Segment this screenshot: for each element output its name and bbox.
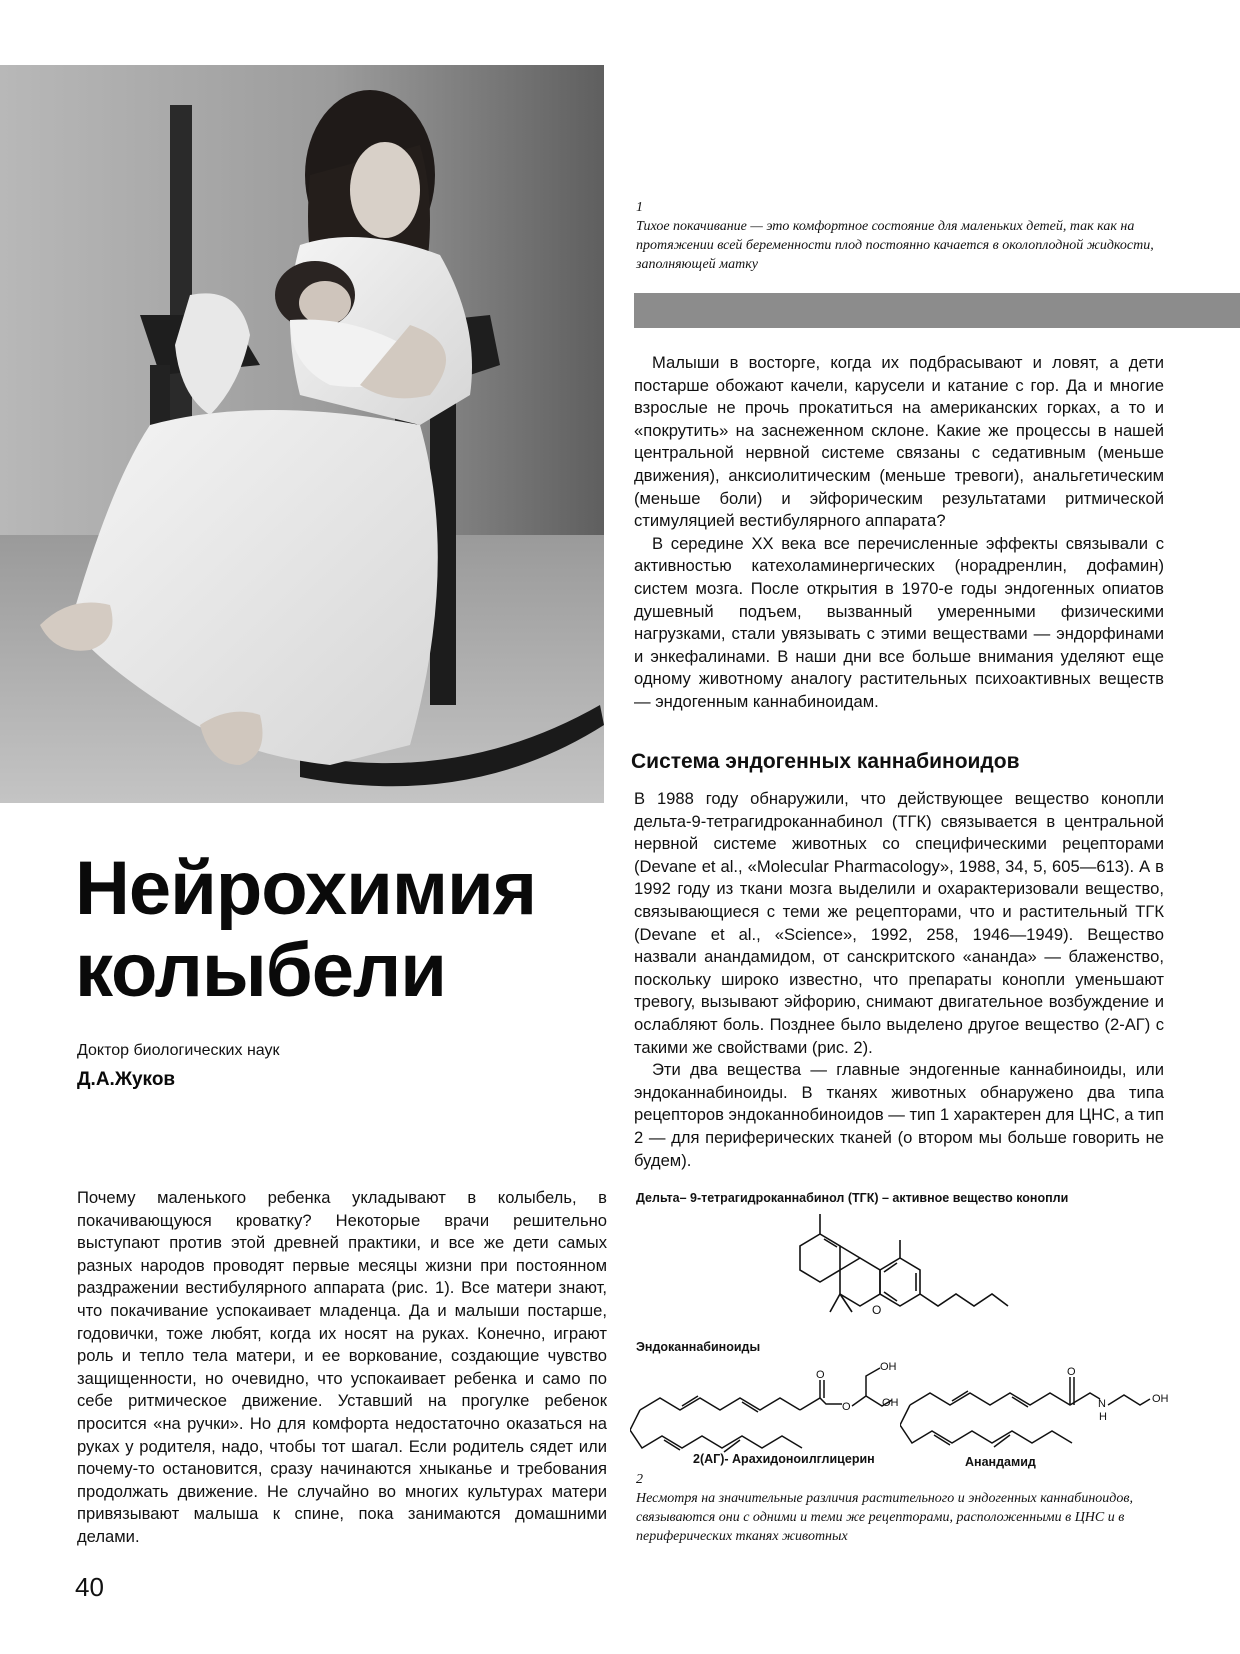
title-line-2: колыбели	[75, 928, 446, 1013]
paragraph: В середине XX века все перечисленные эффекты связывали с активностью катехоламинергических (норадренлин, дофамин) систем мозга. После открытия в 1970-е годы эндогенных опиатов душевный подъем, вызванный умеренными физическими нагрузками, стали увязывать с этими веществами — эндорфинами и энкефалинами. В наши дни все больше внимания уделяют еще одному животному аналогу растительных психоактивных веществ — эндогенным каннабиноидам.	[634, 533, 1164, 711]
2ag-atom-o-carbonyl: O	[816, 1369, 825, 1381]
figure2-number: 2	[636, 1472, 643, 1487]
author-name: Д.А.Жуков	[77, 1069, 176, 1090]
figure1-caption: Тихое покачивание — это комфортное состояние для маленьких детей, так как на протяжении всей беременности плод постоянно качается в околоплодной жидкости, заполняющей матку	[636, 219, 1154, 272]
2ag-atom-oh-2: OH	[882, 1397, 899, 1409]
paragraph: В 1988 году обнаружили, что действующее вещество конопли дельта-9-тетрагидроканнабинол (ТГК) связывается в центральной нервной системе животных со специфическими рецепторами (Devane et al., «Molecular Pharmacology», 1988, 34, 5, 605—613). А в 1992 году из ткани мозга выделили и охарактеризовали вещество, связывающиеся с теми же рецепторами, что и растительный ТГК (Devane et al., «Science», 1992, 258, 1946—1949). Вещество назвали анандамидом, от санскритского «ананда» — блаженство, поскольку широко известно, что препараты конопли уменьшают тревогу, вызывают эйфорию, снимают двигательное возбуждение и ослабляют боль. Позднее было выделено другое вещество (2-АГ) с такими же свойствами (рис. 2).	[634, 789, 1164, 1057]
anandamide-atom-o: O	[1067, 1366, 1076, 1378]
decorative-gray-band	[634, 293, 1240, 328]
paragraph: Эти два вещества — главные эндогенные каннабиноиды, или эндоканнабиноиды. В тканях животных обнаружено два типа рецепторов эндоканнобиноидов — тип 1 характерен для ЦНС, а тип 2 — для периферических тканей (о втором мы больше говорить не будем).	[634, 1060, 1164, 1170]
thc-structure	[780, 1212, 1010, 1332]
figure2-caption: Несмотря на значительные различия растительного и эндогенных каннабиноидов, связываются они с одними и теми же рецепторами, расположенными в ЦНС и в периферических тканях животных	[636, 1491, 1133, 1544]
figure1-number: 1	[636, 200, 643, 215]
figure1-caption-block	[636, 198, 1156, 274]
2ag-label: 2(АГ)- Арахидоноилглицерин	[693, 1452, 875, 1466]
anandamide-structure	[900, 1365, 1170, 1465]
anandamide-atom-oh: OH	[1152, 1393, 1169, 1405]
title-line-1: Нейрохимия	[75, 846, 537, 931]
paragraph: Почему маленького ребенка укладывают в колыбель, в покачивающуюся кроватку? Некоторые врачи решительно выступают против этой древней практики, и все же дети самых разных народов проводят первые месяцы жизни при постоянном раздражении вестибулярного аппарата (рис. 1). Все матери знают, что покачивание успокаивает младенца. Да и малыши постарше, годовички, тоже любят, когда их носят на руках. Конечно, играют роль и тепло тела матери, и ее воркование, создающие чувство защищенности, но очевидно, что успокаивает ребенка и само по себе ритмическое движение. Уставший на прогулке ребенок просится «на ручки». Но для комфорта недостаточно оказаться на руках у родителя, надо, чтобы тот шагал. Если родитель сядет или почему-то остановится, сразу начинаются хныканье и требования продолжать движение. Не случайно во многих культурах матери привязывают малыша к спине, пока занимаются домашними делами.	[77, 1188, 607, 1546]
left-column-body	[77, 1187, 607, 1549]
section-heading: Система эндогенных каннабиноидов	[631, 750, 1020, 773]
thc-atom-o: O	[872, 1303, 882, 1317]
2ag-atom-o-ester: O	[842, 1401, 851, 1413]
anandamide-atom-h: H	[1099, 1411, 1107, 1423]
right-column-intro	[634, 352, 1164, 714]
right-column-section	[634, 788, 1164, 1172]
author-degree: Доктор биологических наук	[77, 1042, 280, 1059]
photo-mother-rocking-chair	[0, 65, 604, 803]
figure2-caption-block	[636, 1470, 1136, 1546]
page-number: 40	[75, 1572, 104, 1602]
endocannabinoids-label: Эндоканнабиноиды	[636, 1340, 761, 1354]
thc-label: Дельта– 9-тетрагидроканнабинол (ТГК) – активное вещество конопли	[636, 1191, 1069, 1205]
paragraph: Малыши в восторге, когда их подбрасывают и ловят, а дети постарше обожают качели, карусели и катание с гор. Да и многие взрослые не прочь прокатиться на американских горках, а то и «покрутить» на заснеженном склоне. Какие же процессы в нашей центральной нервной системе связаны с седативным (меньше движения), анксиолитическим (меньше тревоги), анальгетическим (меньше боли) и эйфорическим результатами ритмической стимуляцией вестибулярного аппарата?	[634, 353, 1164, 531]
2ag-atom-oh-1: OH	[880, 1361, 897, 1373]
article-title	[75, 848, 615, 1012]
anandamide-label: Анандамид	[965, 1455, 1036, 1469]
anandamide-atom-n: N	[1098, 1398, 1106, 1410]
